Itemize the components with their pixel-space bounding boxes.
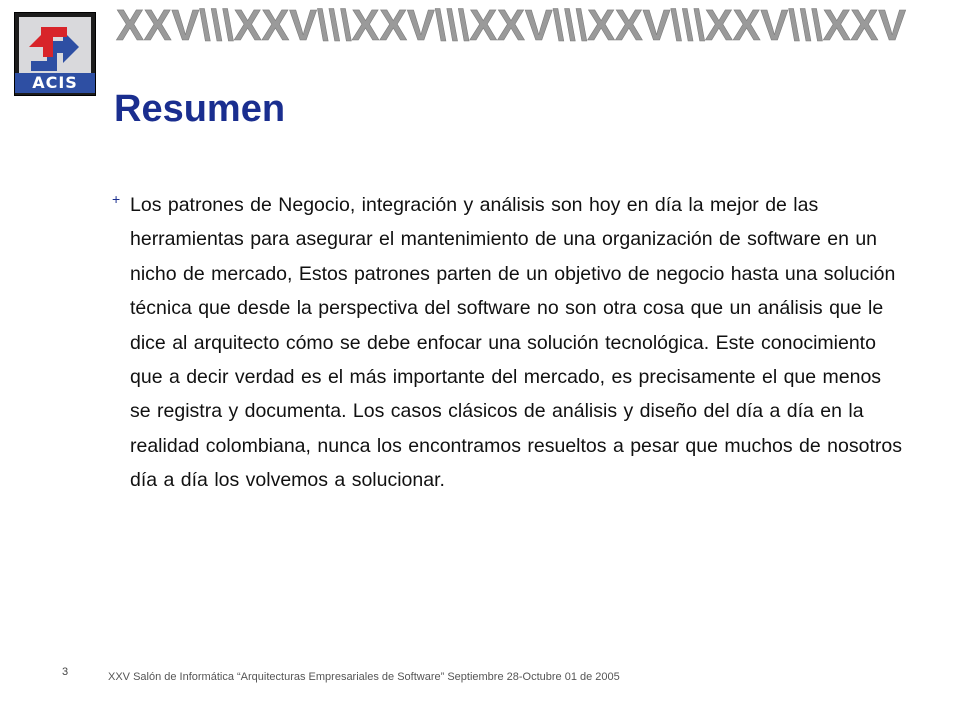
bullet-item xyxy=(112,188,902,498)
bullet-text: Los patrones de Negocio, integración y análisis son hoy en día la mejor de las herramientas para asegurar el mantenimiento de una organización de software en un nicho de mercado, Estos patrones parten de un objetivo de negocio hasta una solución técnica que desde la perspectiva del software no son otra cosa que un análisis que le dice al arquitecto cómo se debe enfocar una solución tecnológica. Este conocimiento que a decir verdad es el más importante del mercado, es precisamente el que menos se registra y documenta. Los casos clásicos de análisis y diseño del día a día en la realidad colombiana, nunca los encontramos resueltos a pesar que muchos de nosotros día a día los volvemos a solucionar. xyxy=(130,194,902,492)
slide-title: Resumen xyxy=(114,88,286,130)
logo-wordmark: ACIS xyxy=(15,73,95,93)
banner-text: XXV\\\XXV\\\XXV\\\XXV\\\XXV\\\XXV\\\XXV xyxy=(116,1,907,50)
acis-logo xyxy=(14,12,96,96)
logo-arrow-icon xyxy=(19,17,91,75)
plus-bullet-icon: + xyxy=(112,191,121,207)
footer-text: XXV Salón de Informática “Arquitecturas Empresariales de Software” Septiembre 28-Octubre 01 de 2005 xyxy=(108,671,620,683)
page-number: 3 xyxy=(62,666,69,678)
xxv-banner xyxy=(112,0,912,50)
